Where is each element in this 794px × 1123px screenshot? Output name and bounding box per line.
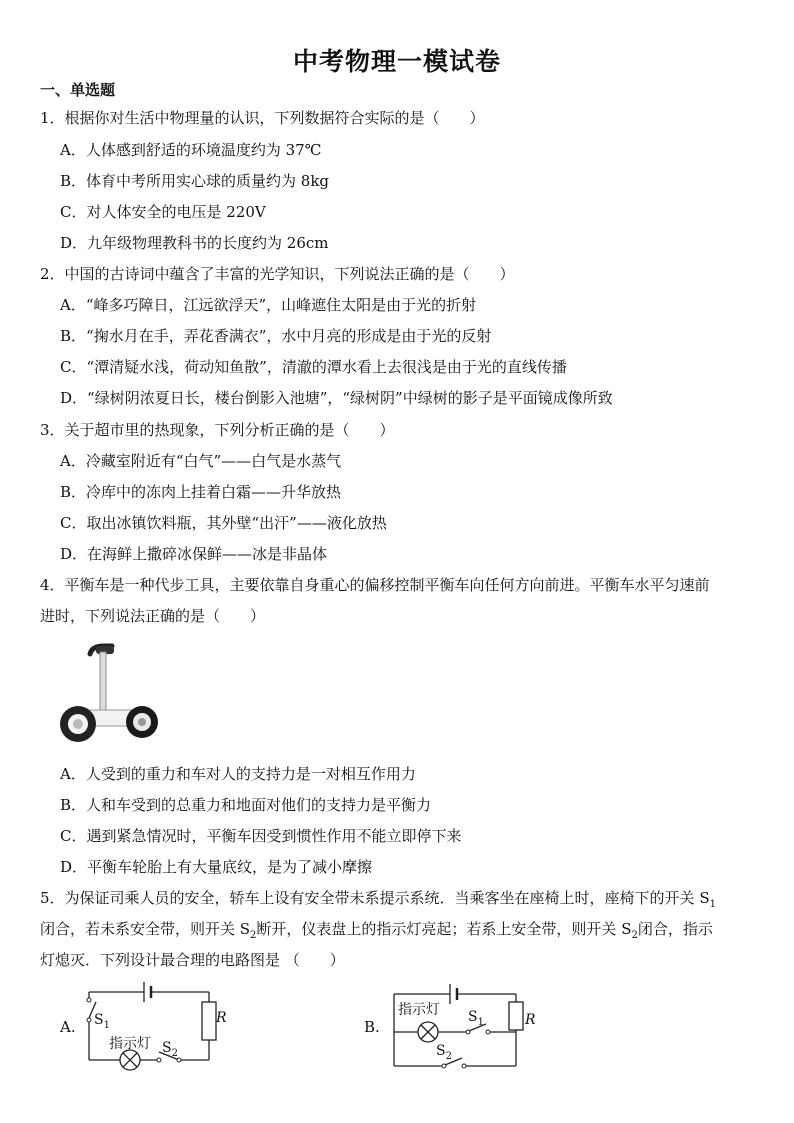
question-5-stem-line-1: 5．为保证司乘人员的安全，轿车上设有安全带未系提示系统．当乘客坐在座椅上时，座椅下的开关 $S_1$ [40,889,716,910]
circuit-a-option-label[interactable]: A. [60,1018,76,1036]
circuit-b-switch-s2-label: $S_2$ [436,1043,452,1062]
question-1-option-c[interactable]: C．对人体安全的电压是 220V [60,203,266,221]
question-2-option-b[interactable]: B．“掬水月在手，弄花香满衣”，水中月亮的形成是由于光的反射 [60,327,492,345]
circuit-a-switch-s2-label: $S_2$ [162,1040,178,1059]
question-1-stem: 1．根据你对生活中物理量的认识，下列数据符合实际的是（ ） [40,109,485,127]
circuit-a-resistor-label: R [216,1010,227,1026]
question-3-stem: 3．关于超市里的热现象，下列分析正确的是（ ） [40,421,395,439]
question-4-option-a[interactable]: A．人受到的重力和车对人的支持力是一对相互作用力 [60,765,416,783]
page-title: 中考物理一模试卷 [292,47,501,76]
question-4-stem-line-1: 4．平衡车是一种代步工具，主要依靠自身重心的偏移控制平衡车向任何方向前进。平衡车水平匀速前 [40,576,710,594]
question-2-option-c[interactable]: C．“潭清疑水浅，荷动知鱼散”，清澈的潭水看上去很浅是由于光的直线传播 [60,358,567,376]
circuit-b-switch-s1-label: $S_1$ [468,1009,484,1028]
circuit-b-resistor-label: R [525,1012,536,1028]
question-1-option-a[interactable]: A．人体感到舒适的环境温度约为 37℃ [60,141,322,159]
question-3-option-a[interactable]: A．冷藏室附近有“白气”——白气是水蒸气 [60,452,342,470]
circuit-b-lamp-label: 指示灯 [398,1002,440,1018]
question-2-option-d[interactable]: D．“绿树阴浓夏日长，楼台倒影入池塘”，“绿树阴”中绿树的影子是平面镜成像所致 [60,389,613,407]
question-3-option-d[interactable]: D．在海鲜上撒碎冰保鲜——冰是非晶体 [60,545,328,563]
question-3-option-b[interactable]: B．冷库中的冻肉上挂着白霜——升华放热 [60,483,342,501]
circuit-a-lamp-label: 指示灯 [109,1036,151,1052]
question-4-option-b[interactable]: B．人和车受到的总重力和地面对他们的支持力是平衡力 [60,796,432,814]
question-2-option-a[interactable]: A．“峰多巧障日，江远欲浮天”，山峰遮住太阳是由于光的折射 [60,296,477,314]
question-5-stem-line-3: 灯熄灭．下列设计最合理的电路图是 （ ） [40,951,345,969]
circuit-b-diagram [390,980,526,1080]
question-4-option-c[interactable]: C．遇到紧急情况时，平衡车因受到惯性作用不能立即停下来 [60,827,462,845]
question-4-stem-line-2: 进时，下列说法正确的是（ ） [40,607,266,625]
question-2-stem: 2．中国的古诗词中蕴含了丰富的光学知识，下列说法正确的是（ ） [40,265,515,283]
question-4-option-d[interactable]: D．平衡车轮胎上有大量底纹，是为了减小摩擦 [60,858,373,876]
balance-scooter-figure [56,640,160,746]
circuit-a-switch-s1-label: $S_1$ [94,1012,110,1031]
question-1-option-d[interactable]: D．九年级物理教科书的长度约为 26cm [60,234,329,252]
section-heading: 一、单选题 [40,81,116,99]
circuit-b-option-label[interactable]: B. [364,1018,380,1036]
question-1-option-b[interactable]: B．体育中考所用实心球的质量约为 8kg [60,172,330,190]
question-5-stem-line-2: 闭合，若未系安全带，则开关 $S_2$断开，仪表盘上的指示灯亮起；若系上安全带，则开关 $S_2$闭合，指示 [40,920,713,941]
question-3-option-c[interactable]: C．取出冰镇饮料瓶，其外壁“出汗”——液化放热 [60,514,387,532]
